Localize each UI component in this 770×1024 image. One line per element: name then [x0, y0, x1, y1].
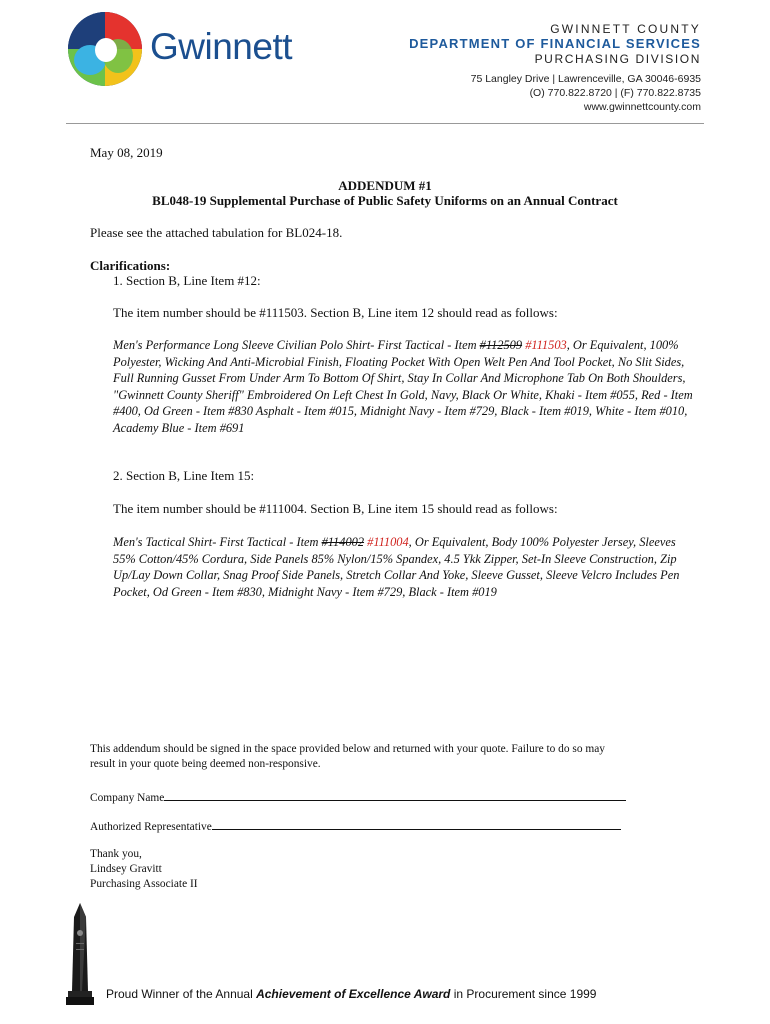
item2-heading: 2. Section B, Line Item 15: — [113, 468, 255, 483]
phone-fax: (O) 770.822.8720 | (F) 770.822.8735 — [529, 87, 701, 99]
letter-date: May 08, 2019 — [90, 145, 163, 160]
item1-new-number: #111503 — [525, 338, 567, 352]
item2-description: Men's Tactical Shirt- First Tactical - Item #114002 #111004, Or Equivalent, Body 100% Polyester Jersey, Sleeves 55% Cotton/45% Cordura, Side Panels 85% Nylon/15% Spandex, 4.5 Ykk Zipper, Set-In Sleeve Construction, Zip Up/Lay Down Collar, Snag Proof Side Panels, Stretch Collar And Yoke, Sleeve Gusset, Sleeve Velcro Includes Pen Pocket, Od Green - Item #830, Midnight Navy - Item #729, Black - Item #019 — [113, 535, 680, 599]
item1-note: The item number should be #111503. Section B, Line item 12 should read as follows: — [113, 305, 558, 320]
website-link[interactable]: www.gwinnettcounty.com — [583, 101, 701, 113]
item1-heading: 1. Section B, Line Item #12: — [113, 273, 261, 288]
authorized-rep-label: Authorized Representative — [90, 821, 212, 833]
item2-new-number: #111004 — [367, 535, 409, 549]
addendum-title: ADDENDUM #1 — [338, 178, 432, 193]
item1-description: Men's Performance Long Sleeve Civilian Polo Shirt- First Tactical - Item #112509 #111503, Or Equivalent, 100% Polyester, Wicking And Anti-Microbial Finish, Floating Pocket With Open Welt Pen And Tool Pocket, No Slit Sides, Full Running Gusset From Under Arm To Bottom Of Shirt, Stay In Collar And Microphone Tab On Both Shoulders, "Gwinnett County Sheriff" Embroidered On Left Chest In Gold, Navy, Black Or White, Khaki - Item #055, Red - Item #400, Od Green - Item #830 Asphalt - Item #015, Midnight Navy - Item #729, Black - Item #019, White - Item #010, Academy Blue - Item #691 — [113, 338, 693, 435]
signer-title: Purchasing Associate II — [90, 878, 198, 890]
brand-name: Gwinnett — [150, 26, 293, 67]
instruction-line-1: This addendum should be signed in the space provided below and returned with your quote. Failure to do so may — [90, 743, 606, 755]
item2-note: The item number should be #111004. Section B, Line item 15 should read as follows: — [113, 501, 558, 516]
addendum-subject: BL048-19 Supplemental Purchase of Public Safety Uniforms on an Annual Contract — [152, 193, 618, 208]
award-trophy-image — [65, 903, 95, 1010]
company-name-field[interactable] — [164, 789, 626, 801]
intro-text: Please see the attached tabulation for BL024-18. — [90, 225, 343, 240]
authorized-rep-row — [90, 818, 621, 835]
division-name: PURCHASING DIVISION — [534, 52, 701, 66]
address: 75 Langley Drive | Lawrenceville, GA 30046-6935 — [470, 73, 701, 85]
signer-name: Lindsey Gravitt — [90, 863, 162, 875]
county-name: GWINNETT COUNTY — [550, 22, 701, 36]
award-name: Achievement of Excellence Award — [256, 987, 451, 1001]
instruction-line-2: result in your quote being deemed non-responsive. — [90, 758, 321, 770]
department-name: DEPARTMENT OF FINANCIAL SERVICES — [409, 36, 701, 51]
footer-award-text: Proud Winner of the Annual Achievement of Excellence Award in Procurement since 1999 — [106, 987, 597, 1001]
authorized-rep-field[interactable] — [212, 818, 621, 830]
closing: Thank you, — [90, 848, 142, 860]
clarifications-heading: Clarifications: — [90, 258, 171, 273]
company-name-label: Company Name — [90, 792, 165, 804]
item1-old-number: #112509 — [479, 338, 523, 352]
header-divider — [66, 123, 704, 124]
item2-old-number: #114002 — [321, 535, 365, 549]
company-name-row — [90, 789, 626, 806]
gwinnett-logo — [66, 10, 144, 93]
